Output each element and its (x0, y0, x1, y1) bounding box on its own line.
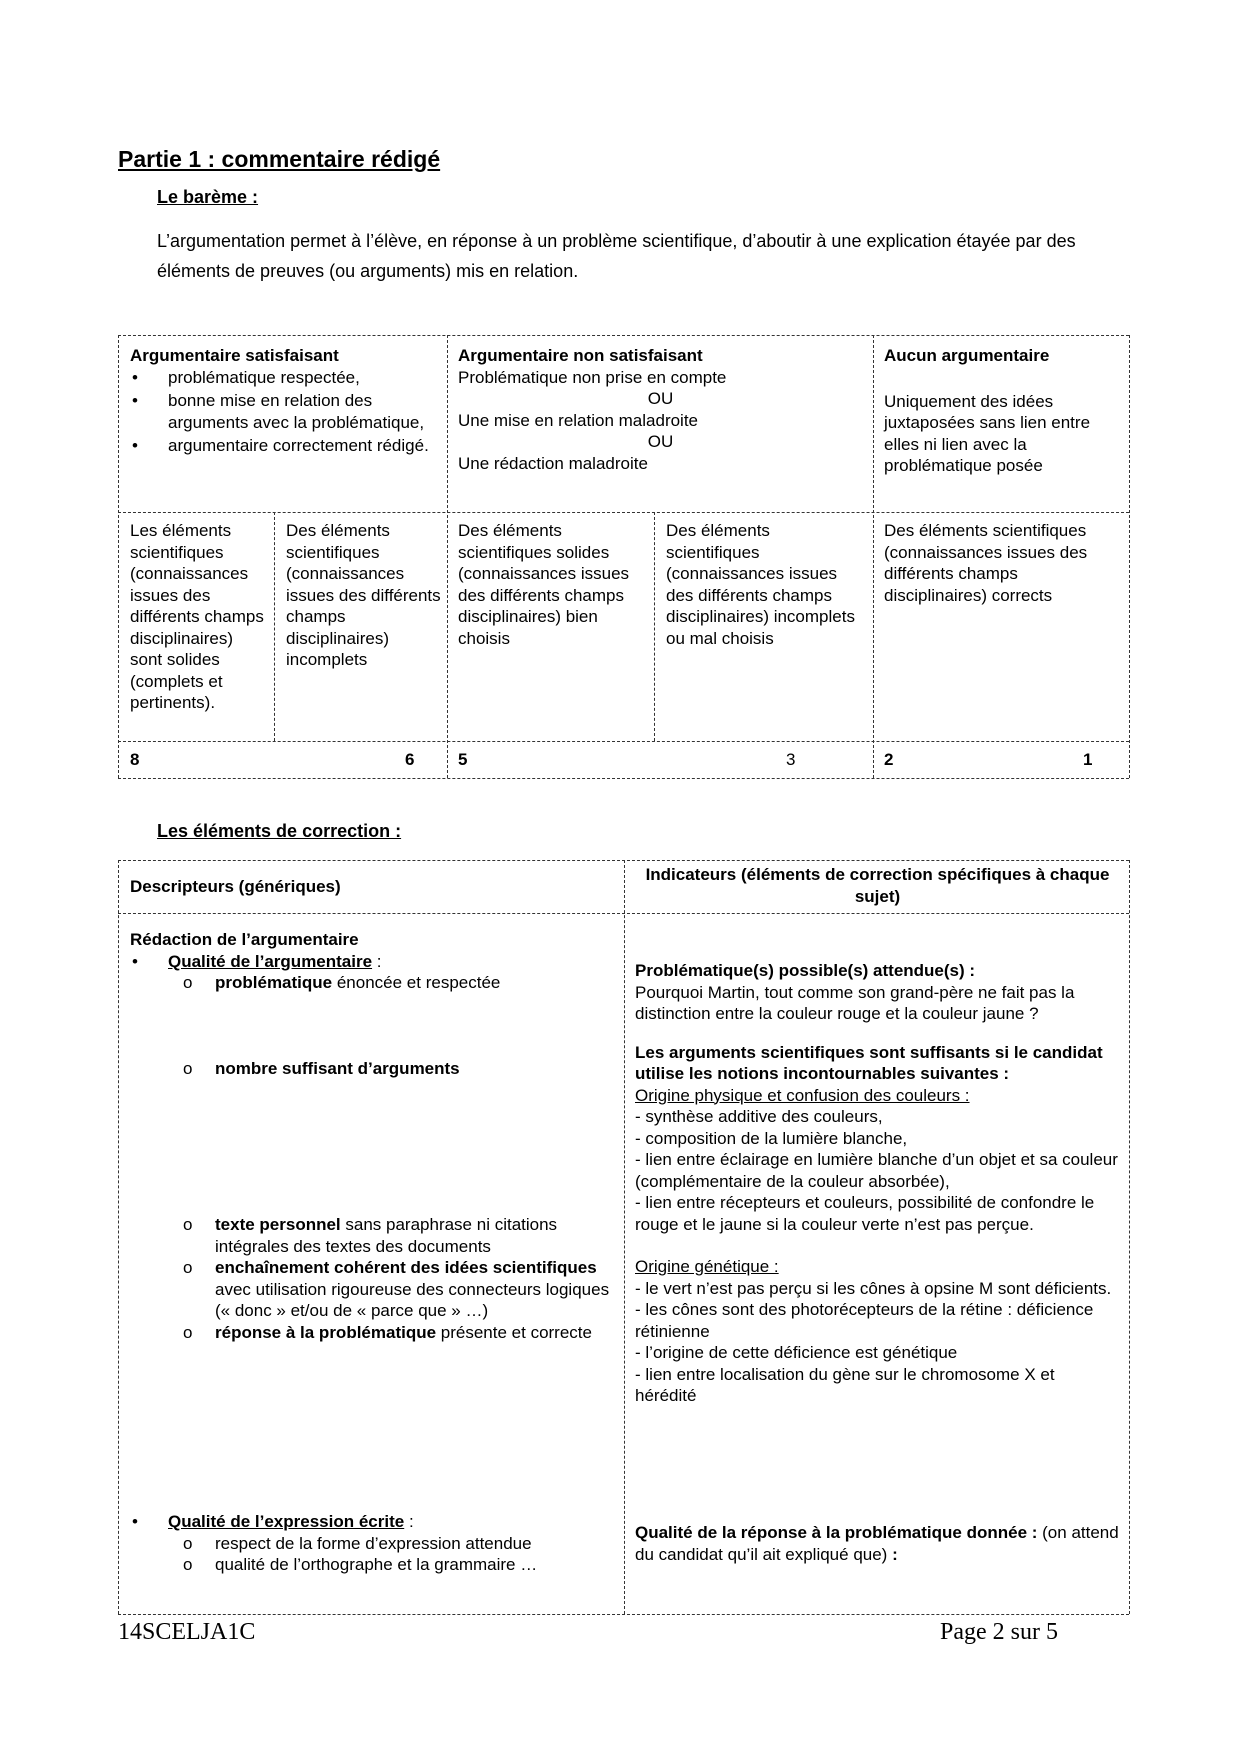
descriptor-item (130, 1322, 618, 1344)
descriptor-bold: problématique (215, 973, 333, 992)
bareme-col2-header-cell (458, 345, 863, 474)
colon: : (372, 951, 382, 971)
list-item: • problématique respectée, (130, 367, 435, 389)
response-quality-bold: Qualité de la réponse à la problématique donnée : (635, 1523, 1038, 1542)
list-item: - l’origine de cette déficience est génétique (635, 1343, 958, 1362)
or-separator: OU (647, 389, 674, 408)
descriptor-item (130, 972, 618, 994)
list-item (130, 951, 618, 973)
list-item: - composition de la lumière blanche, (635, 1128, 908, 1148)
bareme-col2-header: Argumentaire non satisfaisant (458, 346, 703, 365)
bareme-col1-desc-b: Des éléments scientifiques (connaissances issues des différents champs disciplinaires) incomplets (286, 521, 441, 669)
score-8: 8 (130, 750, 140, 769)
descriptor-text: sans paraphrase ni citations intégrales des textes des documents (215, 1215, 558, 1256)
descriptor-text: énoncée et respectée (332, 973, 501, 992)
correction-header-right: Indicateurs (éléments de correction spécifiques à chaque sujet) (645, 865, 1110, 906)
descriptor-bold: enchaînement cohérent des idées scientifiques (215, 1258, 597, 1277)
bareme-col3-header: Aucun argumentaire (884, 346, 1050, 365)
descriptor-bold: nombre suffisant d’arguments (215, 1058, 460, 1078)
descriptor-text: avec utilisation rigoureuse des connecteurs logiques (« donc » et/ou de « parce que » …) (215, 1279, 610, 1320)
descriptor-item (130, 1257, 618, 1322)
page-title: Partie 1 : commentaire rédigé (118, 146, 441, 172)
list-item: • bonne mise en relation des arguments avec la problématique, (130, 390, 435, 433)
problematique-text: Pourquoi Martin, tout comme son grand-père ne fait pas la distinction entre la couleur rouge et la couleur jaune ? (635, 982, 1075, 1023)
quality-expression-label: Qualité de l’expression écrite (168, 1512, 405, 1531)
list-item (130, 1511, 618, 1533)
bareme-col1-desc-a: Les éléments scientifiques (connaissances issues des différents champs disciplinaires) sont solides (complets et pertinents). (130, 521, 264, 712)
descriptors-column (130, 929, 618, 1343)
bareme-col1-header-cell (130, 345, 435, 457)
circle-bullet: o (183, 1533, 193, 1553)
descriptor-text: présente et correcte (436, 1322, 592, 1342)
footer-code: 14SCELJA1C (118, 1619, 256, 1645)
score-2: 2 (884, 750, 894, 769)
expression-item (130, 1533, 618, 1555)
response-quality-colon: : (892, 1544, 898, 1564)
score-3: 3 (786, 750, 796, 769)
bareme-col2-line1: Problématique non prise en compte (458, 367, 727, 387)
descriptor-item (130, 1058, 618, 1080)
physical-origin-heading: Origine physique et confusion des couleurs : (635, 1085, 970, 1105)
problematique-heading: Problématique(s) possible(s) attendue(s) : (635, 961, 976, 980)
score-6: 6 (405, 750, 415, 769)
circle-bullet: o (183, 1258, 193, 1277)
bareme-col3-text: Uniquement des idées juxtaposées sans lien entre elles ni lien avec la problématique posée (884, 391, 1091, 475)
list-item: - lien entre éclairage en lumière blanche d’un objet et sa couleur (complémentaire de la couleur absorbée), (635, 1150, 1118, 1191)
circle-bullet: o (183, 973, 193, 992)
circle-bullet: o (183, 1322, 193, 1342)
response-quality-text: (on attend du candidat qu’il ait expliqué que) (635, 1523, 1119, 1564)
circle-bullet: o (183, 1058, 193, 1078)
genetic-origin-heading: Origine génétique : (635, 1257, 779, 1276)
descriptor-bold: réponse à la problématique (215, 1322, 437, 1342)
correction-header-left: Descripteurs (génériques) (130, 877, 341, 896)
bareme-col2-desc-b: Des éléments scientifiques (connaissances issues des différents champs disciplinaires) incomplets ou mal choisis (666, 521, 855, 648)
or-separator: OU (647, 432, 674, 451)
bareme-col3-header-cell (884, 345, 1119, 477)
bareme-col1-bullets (130, 367, 435, 457)
intro-paragraph: L’argumentation permet à l’élève, en réponse à un problème scientifique, d’aboutir à une explication étayée par des éléments de preuves (ou arguments) mis en relation. (157, 231, 1076, 281)
score-5: 5 (458, 750, 468, 769)
list-item: - les cônes sont des photorécepteurs de la rétine : déficience rétinienne (635, 1300, 1094, 1341)
expression-text: qualité de l’orthographe et la grammaire … (215, 1555, 538, 1574)
colon: : (404, 1512, 414, 1531)
circle-bullet: o (183, 1555, 193, 1574)
bareme-heading: Le barème : (157, 187, 259, 207)
list-item: - lien entre récepteurs et couleurs, possibilité de confondre le rouge et le jaune si la couleur verte n’est pas perçue. (635, 1193, 1095, 1234)
bareme-col3-desc: Des éléments scientifiques (connaissances issues des différents champs disciplinaires) corrects (884, 521, 1088, 605)
correction-heading: Les éléments de correction : (157, 821, 402, 841)
list-item: • argumentaire correctement rédigé. (130, 435, 435, 457)
bareme-col1-header: Argumentaire satisfaisant (130, 346, 339, 365)
score-1: 1 (1083, 750, 1093, 769)
expression-quality-block (130, 1511, 618, 1576)
expression-text: respect de la forme d’expression attendue (215, 1533, 532, 1553)
circle-bullet: o (183, 1215, 193, 1234)
list-item: - synthèse additive des couleurs, (635, 1107, 883, 1126)
bareme-col2-line2: Une mise en relation maladroite (458, 410, 699, 430)
indicators-column (635, 960, 1120, 1407)
list-item: - le vert n’est pas perçu si les cônes à opsine M sont déficients. (635, 1278, 1112, 1298)
descriptor-bold: texte personnel (215, 1215, 341, 1234)
response-quality-block (635, 1522, 1120, 1565)
quality-expression-list (130, 1511, 618, 1533)
descriptor-item (130, 1214, 618, 1257)
quality-argumentaire-list (130, 951, 618, 973)
bareme-col2-line3: Une rédaction maladroite (458, 453, 648, 473)
arguments-heading: Les arguments scientifiques sont suffisants si le candidat utilise les notions incontournables suivantes : (635, 1042, 1103, 1083)
quality-argumentaire-label: Qualité de l’argumentaire (168, 951, 373, 971)
expression-item (130, 1554, 618, 1576)
bareme-col2-desc-a: Des éléments scientifiques solides (connaissances issues des différents champs disciplinaires) bien choisis (458, 521, 630, 648)
list-item: - lien entre localisation du gène sur le chromosome X et hérédité (635, 1364, 1055, 1405)
section-title: Rédaction de l’argumentaire (130, 930, 359, 949)
footer-page-number: Page 2 sur 5 (940, 1619, 1058, 1645)
